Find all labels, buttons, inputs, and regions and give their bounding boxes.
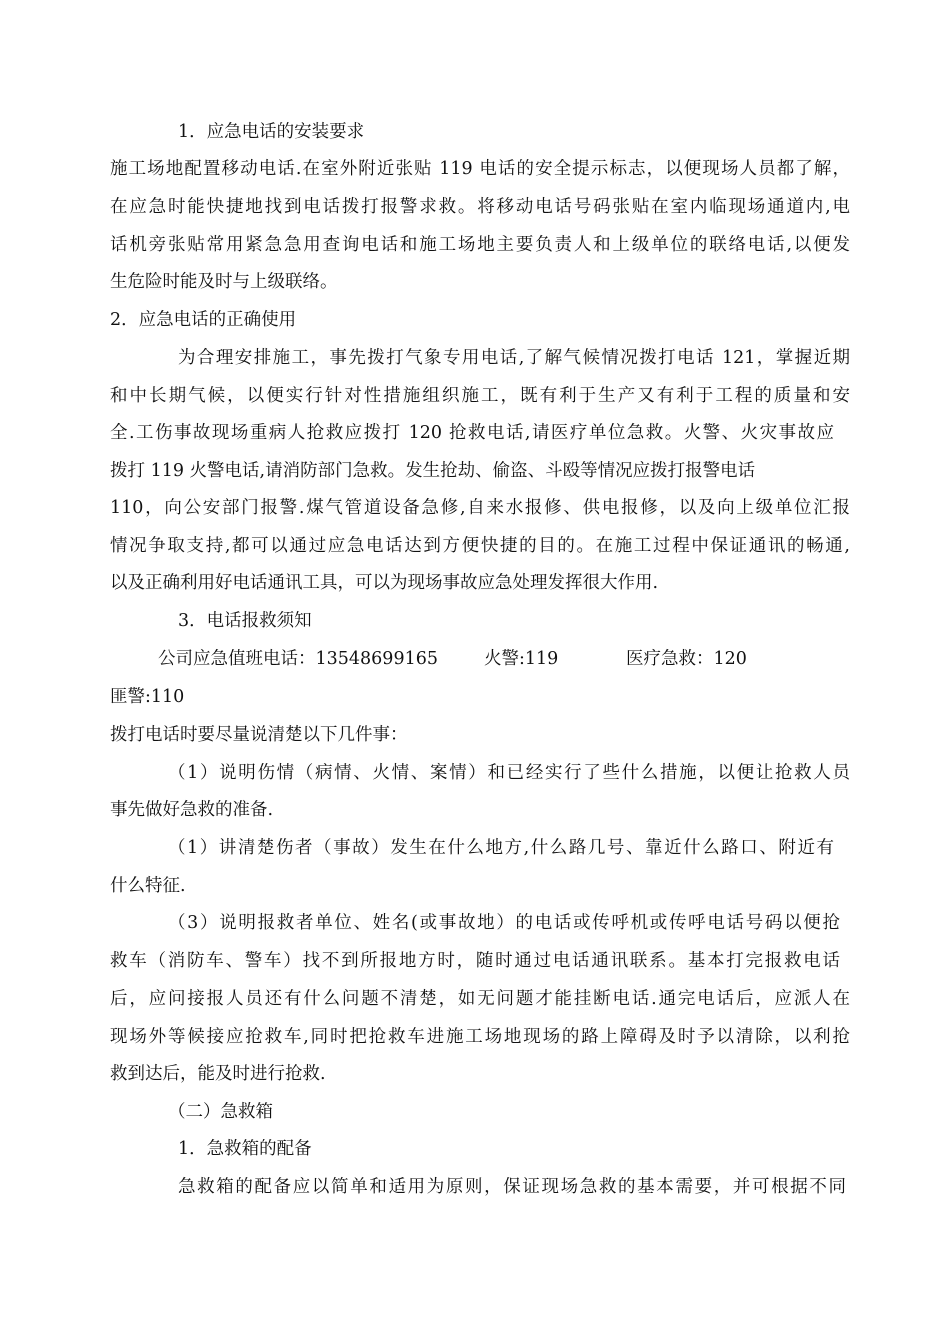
paragraph-line: 为合理安排施工，事先拨打气象专用电话,了解气候情况拨打电话 121，掌握近期 — [178, 348, 850, 368]
paragraph-line: 以及正确利用好电话通讯工具，可以为现场事故应急处理发挥很大作用. — [110, 573, 659, 593]
paragraph-line: 情况争取支持,都可以通过应急电话达到方便快捷的目的。在施工过程中保证通讯的畅通, — [110, 536, 850, 556]
paragraph-line: 拨打电话时要尽量说清楚以下几件事： — [110, 725, 408, 745]
paragraph-line: 110，向公安部门报警.煤气管道设备急修,自来水报修、供电报修，以及向上级单位汇报 — [110, 498, 850, 518]
list-item-line: 救到达后，能及时进行抢救. — [110, 1064, 326, 1084]
section-subheading: 1．急救箱的配备 — [178, 1139, 312, 1159]
list-item-line: 什么特征. — [110, 876, 186, 896]
section-heading: （二）急救箱 — [168, 1102, 273, 1122]
company-phone: 公司应急值班电话：13548699165 — [158, 649, 438, 669]
list-item-line: （1）说明伤情（病情、火情、案情）和已经实行了些什么措施，以便让抢救人员 — [168, 763, 850, 783]
police-phone: 匪警:110 — [110, 687, 185, 707]
section-heading: 3．电话报救须知 — [178, 611, 312, 631]
section-heading: 2．应急电话的正确使用 — [110, 310, 297, 330]
paragraph-line: 施工场地配置移动电话.在室外附近张贴 119 电话的安全提示标志，以便现场人员都了解， — [110, 159, 850, 179]
paragraph-line: 话机旁张贴常用紧急急用查询电话和施工场地主要负责人和上级单位的联络电话,以便发 — [110, 235, 850, 255]
list-item-line: 事先做好急救的准备. — [110, 800, 274, 820]
section-heading: 1．应急电话的安装要求 — [178, 122, 365, 142]
paragraph-line: 生危险时能及时与上级联络。 — [110, 272, 338, 292]
medical-phone: 医疗急救：120 — [626, 649, 747, 669]
paragraph-line: 急救箱的配备应以简单和适用为原则，保证现场急救的基本需要，并可根据不同 — [178, 1177, 846, 1197]
list-item-line: 救车（消防车、警车）找不到所报地方时，随时通过电话通讯联系。基本打完报救电话 — [110, 951, 840, 971]
list-item-line: 后，应问接报人员还有什么问题不清楚，如无问题才能挂断电话.通完电话后，应派人在 — [110, 989, 850, 1009]
paragraph-line: 在应急时能快捷地找到电话拨打报警求救。将移动电话号码张贴在室内临现场通道内,电 — [110, 197, 850, 217]
paragraph-line: 拨打 119 火警电话,请消防部门急救。发生抢劫、偷盗、斗殴等情况应拨打报警电话 — [110, 461, 756, 481]
paragraph-line: 全.工伤事故现场重病人抢救应拨打 120 抢救电话,请医疗单位急救。火警、火灾事故应 — [110, 423, 834, 443]
fire-phone: 火警:119 — [484, 649, 559, 669]
list-item-line: （1）讲清楚伤者（事故）发生在什么地方,什么路几号、靠近什么路口、附近有 — [168, 838, 834, 858]
paragraph-line: 和中长期气候，以便实行针对性措施组织施工，既有利于生产又有利于工程的质量和安 — [110, 386, 850, 406]
list-item-line: （3）说明报救者单位、姓名(或事故地）的电话或传呼机或传呼电话号码以便抢 — [168, 913, 840, 933]
list-item-line: 现场外等候接应抢救车,同时把抢救车进施工场地现场的路上障碍及时予以清除，以利抢 — [110, 1027, 850, 1047]
